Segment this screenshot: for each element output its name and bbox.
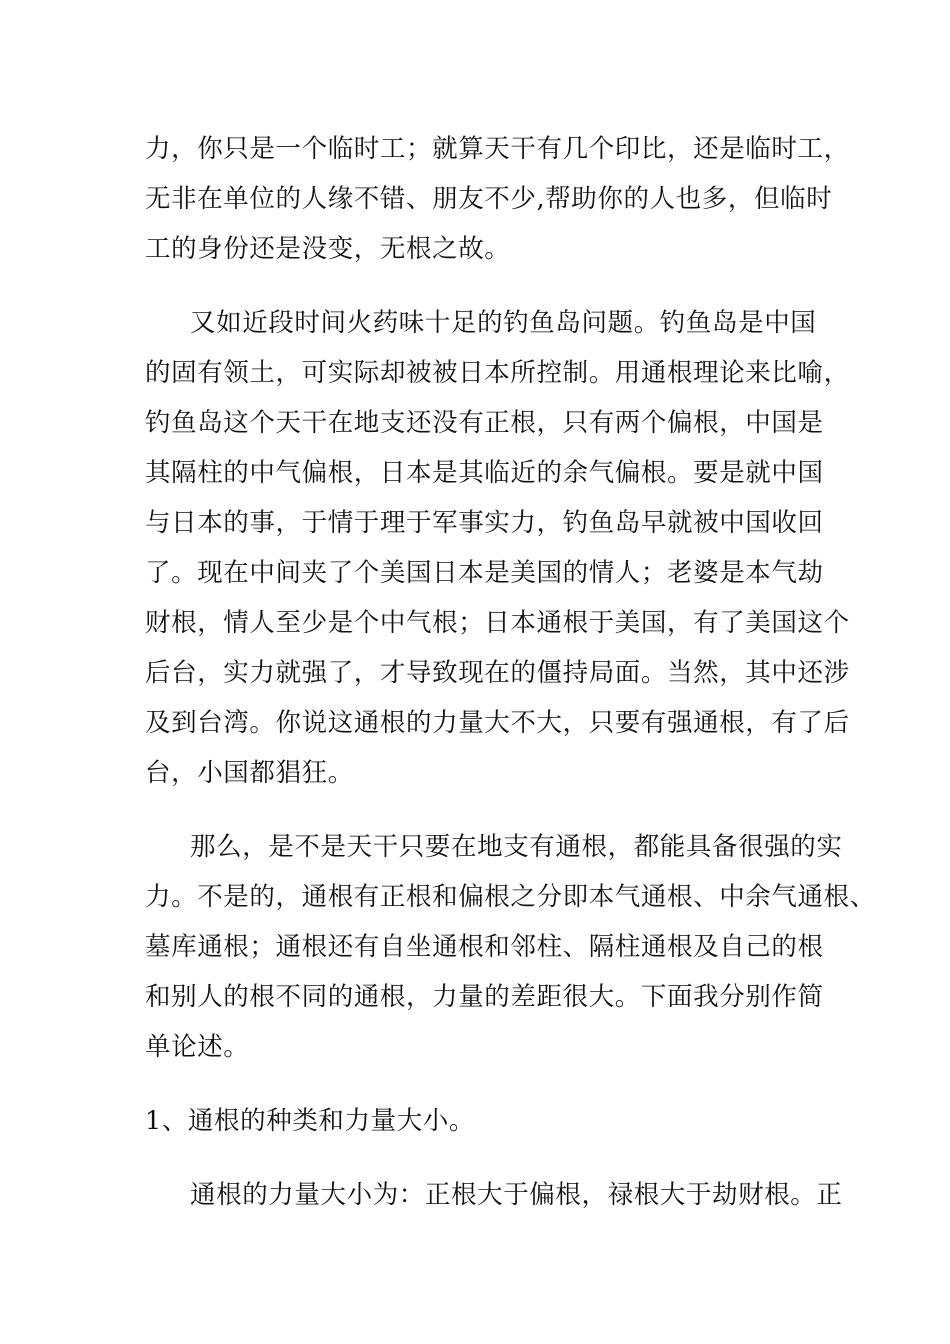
text-line: 与日本的事，于情于理于军事实力，钓鱼岛早就被中国收回: [145, 508, 824, 538]
text-line: 力。不是的，通根有正根和偏根之分即本气通根、中余气通根、: [145, 882, 876, 912]
text-line: 工的身份还是没变，无根之故。: [145, 234, 511, 264]
text-line: 钓鱼岛这个天干在地支还没有正根，只有两个偏根，中国是: [145, 408, 824, 438]
heading-line: 1、通根的种类和力量大小。: [145, 1106, 476, 1136]
text-line: 墓库通根；通根还有自坐通根和邻柱、隔柱通根及自己的根: [145, 932, 824, 962]
text-line: 和别人的根不同的通根，力量的差距很大。下面我分别作简: [145, 982, 824, 1012]
paragraph-diaoyu-island: [145, 298, 850, 798]
paragraph-root-strength: [145, 822, 876, 1072]
text-line: 及到台湾。你说这通根的力量大不大，只要有强通根，有了后: [145, 708, 850, 738]
section-heading: [145, 1096, 825, 1146]
paragraph-temporary-worker: [145, 124, 850, 274]
text-line: 财根，情人至少是个中气根；日本通根于美国，有了美国这个: [145, 608, 850, 638]
text-line: 了。现在中间夹了个美国日本是美国的情人；老婆是本气劫: [145, 558, 824, 588]
text-line: 台，小国都猖狂。: [145, 758, 354, 788]
paragraph-root-order: [145, 1170, 843, 1220]
text-line: 的固有领土，可实际却被被日本所控制。用通根理论来比喻，: [145, 358, 850, 388]
text-line: 无非在单位的人缘不错、朋友不少,帮助你的人也多，但临时: [145, 184, 833, 214]
text-line: 力，你只是一个临时工；就算天干有几个印比，还是临时工，: [145, 134, 850, 164]
text-line: 那么，是不是天干只要在地支有通根，都能具备很强的实: [190, 832, 843, 862]
text-line: 后台，实力就强了，才导致现在的僵持局面。当然，其中还涉: [145, 658, 850, 688]
text-line: 通根的力量大小为：正根大于偏根，禄根大于劫财根。正: [190, 1180, 843, 1210]
text-line: 又如近段时间火药味十足的钓鱼岛问题。钓鱼岛是中国: [190, 308, 817, 338]
text-line: 其隔柱的中气偏根，日本是其临近的余气偏根。要是就中国: [145, 458, 824, 488]
text-line: 单论述。: [145, 1032, 250, 1062]
